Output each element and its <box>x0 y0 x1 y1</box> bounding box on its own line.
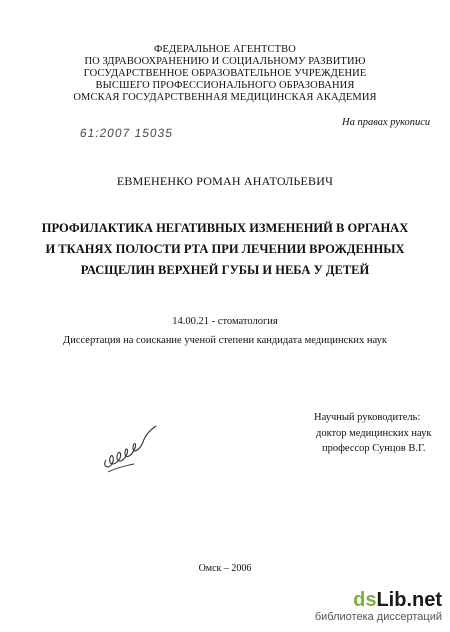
city-year: Омск – 2006 <box>198 563 252 574</box>
title-line: РАСЩЕЛИН ВЕРХНЕЙ ГУБЫ И НЕБА У ДЕТЕЙ <box>80 263 370 277</box>
author-name: ЕВМЕНЕНКО РОМАН АНАТОЛЬЕВИЧ <box>116 174 334 188</box>
supervisor-degree: доктор медицинских наук <box>316 427 432 439</box>
org-line: ПО ЗДРАВООХРАНЕНИЮ И СОЦИАЛЬНОМУ РАЗВИТИЮ <box>84 56 366 67</box>
dissertation-title <box>0 218 450 281</box>
org-line: ГОСУДАРСТВЕННОЕ ОБРАЗОВАТЕЛЬНОЕ УЧРЕЖДЕНИЕ <box>83 68 367 79</box>
rights-note: На правах рукописи <box>342 117 431 128</box>
handwritten-signature <box>98 420 164 478</box>
watermark <box>315 590 442 623</box>
watermark-subtitle: библиотека диссертаций <box>314 611 442 623</box>
specialty-code: 14.00.21 - стоматология <box>172 316 278 327</box>
dissertation-type: Диссертация на соискание ученой степени кандидата медицинских наук <box>63 335 387 346</box>
supervisor-name: профессор Сунцов В.Г. <box>322 443 426 454</box>
organization-header <box>0 44 450 104</box>
watermark-logo: dsLib.net <box>353 589 442 611</box>
title-line: И ТКАНЯХ ПОЛОСТИ РТА ПРИ ЛЕЧЕНИИ ВРОЖДЕННЫХ <box>45 242 405 256</box>
org-line: ОМСКАЯ ГОСУДАРСТВЕННАЯ МЕДИЦИНСКАЯ АКАДЕМИЯ <box>73 92 377 103</box>
title-line: ПРОФИЛАКТИКА НЕГАТИВНЫХ ИЗМЕНЕНИЙ В ОРГАНАХ <box>41 221 409 235</box>
supervisor-label: Научный руководитель: <box>314 412 421 423</box>
catalog-stamp: 61:2007 15035 <box>79 126 175 140</box>
org-line: ФЕДЕРАЛЬНОЕ АГЕНТСТВО <box>154 44 296 55</box>
supervisor-block <box>314 410 431 457</box>
org-line: ВЫСШЕГО ПРОФЕССИОНАЛЬНОГО ОБРАЗОВАНИЯ <box>95 80 355 91</box>
